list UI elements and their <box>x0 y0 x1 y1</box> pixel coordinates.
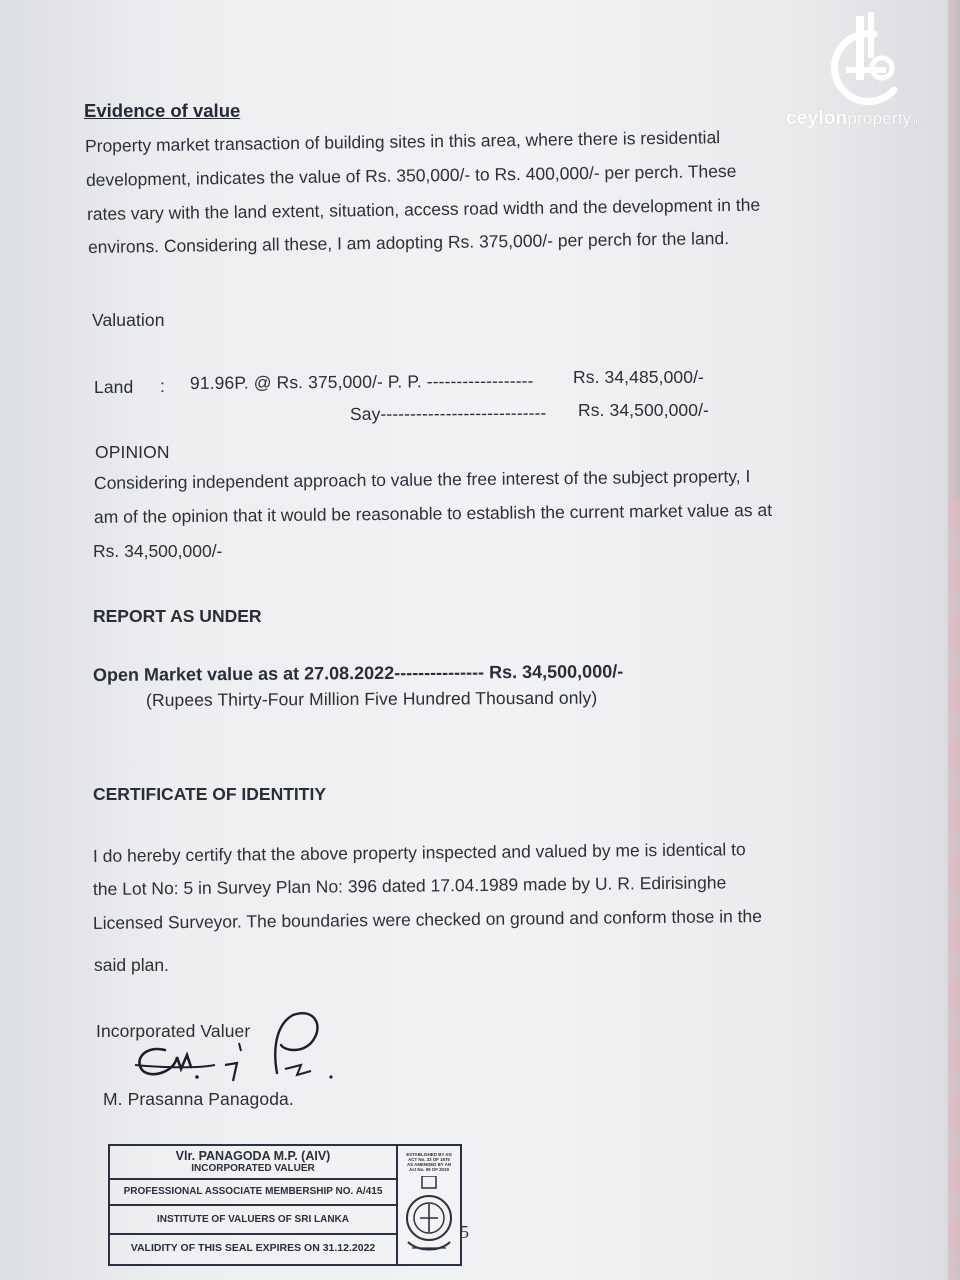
seal-established-text <box>398 1146 460 1172</box>
opinion-line: Considering independent approach to value the free interest of the subject property, I <box>93 466 751 493</box>
certificate-line: I do hereby certify that the above property inspected and valued by me is identical to <box>92 839 746 866</box>
opinion-line: am of the opinion that it would be reasonable to establish the current market value as at <box>93 499 773 527</box>
seal-designation: INCORPORATED VALUER <box>191 1163 315 1174</box>
logo-wordmark <box>786 108 920 130</box>
certificate-line: said plan. <box>94 955 169 975</box>
seal-established-line: ESTABLISHED BY AN <box>406 1152 452 1157</box>
logo-tld: .lk <box>911 117 920 126</box>
logo-mark-icon <box>786 12 946 108</box>
evidence-heading: Evidence of value <box>84 100 241 121</box>
ceylonproperty-logo <box>786 12 946 132</box>
seal-name: Vlr. PANAGODA M.P. (AIV) <box>175 1149 331 1163</box>
page-number: 5 <box>460 1222 469 1242</box>
certificate-line: Licensed Surveyor. The boundaries were checked on ground and conform those in the <box>92 905 763 933</box>
background-fabric <box>948 500 960 1280</box>
valuation-heading: Valuation <box>92 310 165 330</box>
evidence-line: environs. Considering all these, I am adopting Rs. 375,000/- per perch for the land. <box>87 228 730 257</box>
certificate-heading: CERTIFICATE OF IDENTITIY <box>93 784 327 804</box>
opinion-line: Rs. 34,500,000/- <box>93 541 223 561</box>
seal-established-line: Act No. 09 OF 2019 <box>409 1167 449 1172</box>
opinion-heading: OPINION <box>95 442 170 462</box>
seal-emblem-panel <box>396 1146 460 1264</box>
logo-brand-light: property <box>847 109 912 128</box>
land-value: Rs. 34,485,000/- <box>573 367 704 387</box>
institute-emblem-icon <box>400 1176 458 1262</box>
seal-validity: VALIDITY OF THIS SEAL EXPIRES ON 31.12.2022 <box>130 1242 376 1254</box>
say-label: Say---------------------------- <box>349 402 547 424</box>
handwritten-signature <box>125 1005 355 1095</box>
signatory-title: Incorporated Valuer <box>96 1021 251 1041</box>
seal-institute: INSTITUTE OF VALUERS OF SRI LANKA <box>110 1206 396 1235</box>
evidence-line: Property market transaction of building sites in this area, where there is residential <box>84 127 721 156</box>
evidence-line: rates vary with the land extent, situation, access road width and the development in the <box>86 194 761 224</box>
say-value: Rs. 34,500,000/- <box>578 400 709 420</box>
signatory-name: M. Prasanna Panagoda. <box>103 1089 294 1109</box>
valuer-seal <box>108 1144 462 1266</box>
seal-established-line: ACT No. 33 OF 1975 <box>408 1157 450 1162</box>
seal-established-line: AS AMENDED BY AN <box>407 1162 451 1167</box>
seal-membership: PROFESSIONAL ASSOCIATE MEMBERSHIP NO. A/415 <box>110 1180 396 1206</box>
logo-brand-bold: ceylon <box>786 108 848 129</box>
evidence-line: development, indicates the value of Rs. 350,000/- to Rs. 400,000/- per perch. These <box>85 160 737 190</box>
seal-name-row <box>110 1146 396 1180</box>
value-in-words: (Rupees Thirty-Four Million Five Hundred Thousand only) <box>145 687 598 710</box>
report-heading: REPORT AS UNDER <box>93 606 262 626</box>
market-value-line: Open Market value as at 27.08.2022--------------- Rs. 34,500,000/- <box>92 661 624 685</box>
land-colon: : <box>160 376 165 396</box>
land-calculation: 91.96P. @ Rs. 375,000/- P. P. ------------------ <box>189 370 534 393</box>
land-label: Land <box>94 377 134 397</box>
certificate-line: the Lot No: 5 in Survey Plan No: 396 dated 17.04.1989 made by U. R. Edirisinghe <box>92 872 727 899</box>
